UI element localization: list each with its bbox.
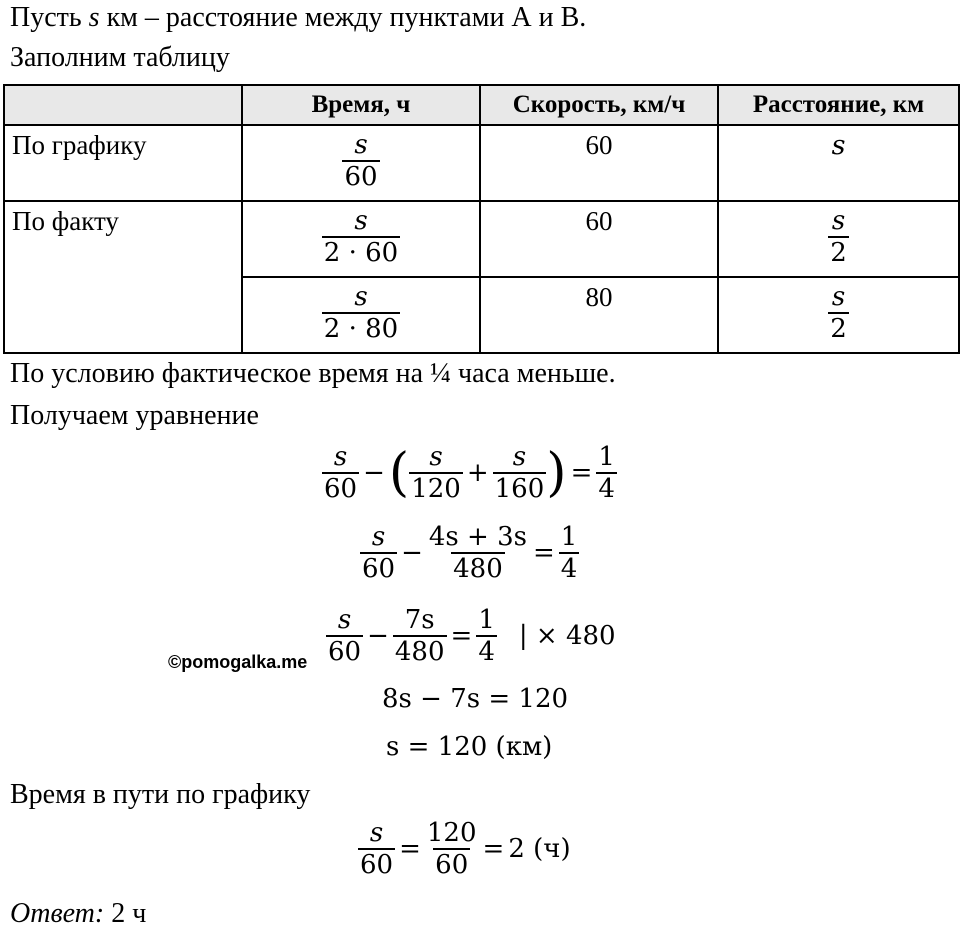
table-row xyxy=(4,125,959,201)
minus-sign: − xyxy=(367,621,389,651)
equals-sign: = xyxy=(399,834,421,864)
right-paren: ) xyxy=(546,443,567,503)
fraction: $\frac{4s + 3s}{480}$ xyxy=(428,522,527,584)
condition-line: По условию фактическое время на ¼ часа меньше. xyxy=(10,358,616,389)
minus-sign: − xyxy=(401,538,423,568)
fraction: $\frac{s}{60}$ xyxy=(344,130,378,192)
fraction: $\frac{1}{4}$ xyxy=(598,442,615,504)
fraction: $\frac{s}{60}$ xyxy=(362,522,396,584)
intro-line xyxy=(10,2,586,34)
header-distance: Расстояние, км xyxy=(718,85,959,125)
speed-cell: 80 xyxy=(480,277,718,353)
distance-cell xyxy=(718,277,959,353)
watermark: ©pomogalka.me xyxy=(168,652,308,672)
travel-time-line: Время в пути по графику xyxy=(10,779,311,810)
equals-sign: = xyxy=(532,538,555,568)
speed-cell: 60 xyxy=(480,125,718,201)
minus-sign: − xyxy=(363,458,385,488)
table-header-row xyxy=(4,85,959,125)
fraction: $\frac{1}{4}$ xyxy=(478,605,495,667)
get-equation-line: Получаем уравнение xyxy=(10,400,259,431)
intro-text-before: Пусть xyxy=(10,2,89,33)
data-table xyxy=(3,84,960,354)
fraction: $\frac{s}{160}$ xyxy=(494,442,545,504)
fraction: $\frac{s}{2}$ xyxy=(830,206,847,268)
intro-variable: s xyxy=(88,2,100,33)
fraction: $\frac{s}{120}$ xyxy=(411,442,461,504)
answer-line xyxy=(10,898,146,930)
fill-table-line: Заполним таблицу xyxy=(10,42,230,73)
fraction: $\frac{s}{2}$ xyxy=(830,282,847,344)
equation-1 xyxy=(322,442,617,504)
header-speed: Скорость, км/ч xyxy=(480,85,718,125)
fraction: $\frac{1}{4}$ xyxy=(560,522,578,584)
equation-4: 8s − 7s = 120 xyxy=(382,684,569,714)
fraction: $\frac{s}{2 \cdot 80}$ xyxy=(323,282,399,344)
equals-sign: = xyxy=(450,621,473,651)
row-label-schedule: По графику xyxy=(4,125,242,201)
left-paren: ( xyxy=(388,443,410,503)
result-value: 2 (ч) xyxy=(508,834,571,864)
distance-cell: s xyxy=(718,125,959,201)
fraction: $\frac{s}{60}$ xyxy=(324,442,358,504)
equation-5: s = 120 (км) xyxy=(386,732,553,762)
equals-sign: = xyxy=(482,834,505,864)
fraction: $\frac{s}{2 \cdot 60}$ xyxy=(323,206,399,268)
time-cell xyxy=(242,201,480,277)
equation-3 xyxy=(326,605,616,667)
answer-value: 2 ч xyxy=(104,898,147,929)
header-empty xyxy=(4,85,242,125)
table-row xyxy=(4,201,959,277)
equation-6 xyxy=(358,818,571,880)
fraction: $\frac{s}{60}$ xyxy=(328,605,362,667)
row-label-actual: По факту xyxy=(4,201,242,353)
equation-2 xyxy=(360,522,579,584)
distance-cell xyxy=(718,201,959,277)
time-cell xyxy=(242,125,480,201)
fraction: $\frac{120}{60}$ xyxy=(426,818,477,880)
multiplier-note: | × 480 xyxy=(518,621,616,651)
answer-label: Ответ: xyxy=(10,898,105,929)
plus-sign: + xyxy=(466,458,489,488)
equals-sign: = xyxy=(570,458,593,488)
speed-cell: 60 xyxy=(480,201,718,277)
fraction: $\frac{7s}{480}$ xyxy=(394,605,445,667)
intro-text-after: км – расстояние между пунктами А и В. xyxy=(99,2,587,33)
header-time: Время, ч xyxy=(242,85,480,125)
time-cell xyxy=(242,277,480,353)
fraction: $\frac{s}{60}$ xyxy=(360,818,394,880)
